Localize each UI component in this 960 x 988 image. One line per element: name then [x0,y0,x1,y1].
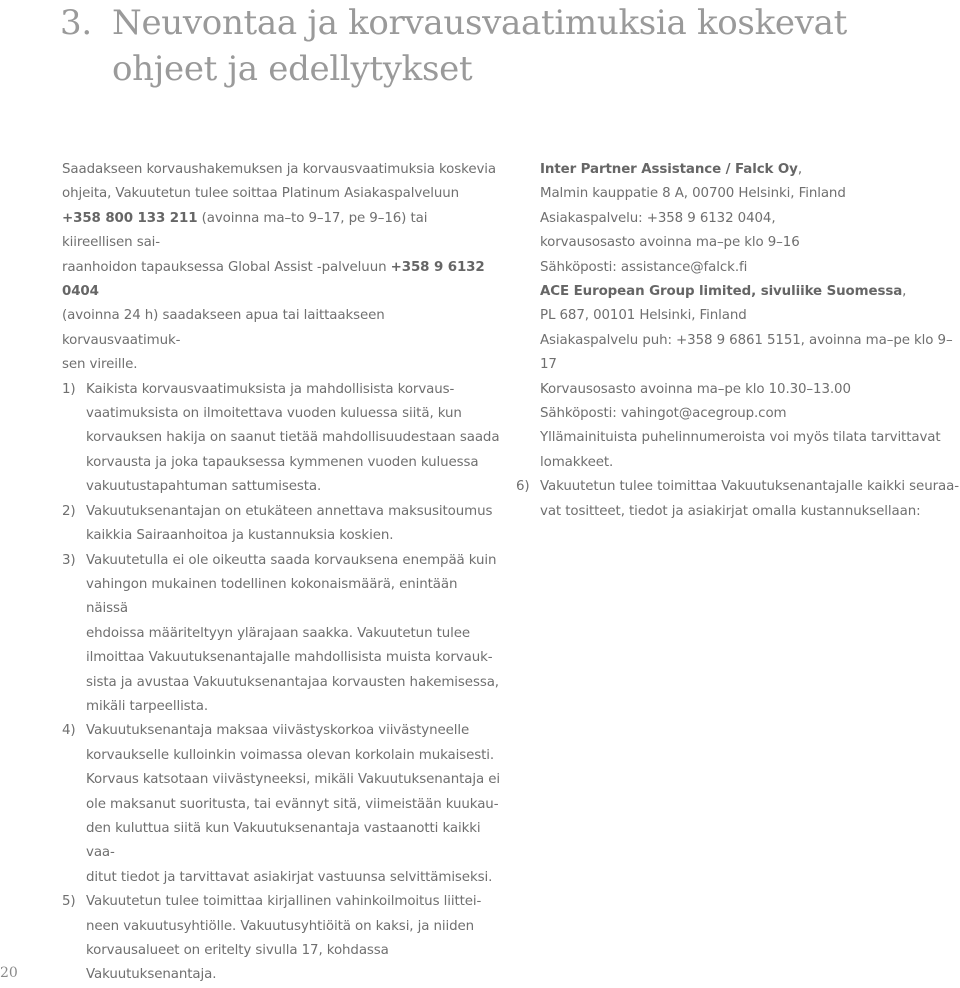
section-heading [60,0,940,92]
contact-line: korvausosasto avoinna ma–pe klo 9–16 [540,235,800,251]
intro-line: (avoinna 24 h) saadakseen apua tai laittaakseen korvausvaatimuk- [62,308,385,348]
phone-number-global-assist: +358 9 6132 0404 [62,259,485,300]
contact-line: Asiakaspalvelu: +358 9 6132 0404, [540,210,776,226]
company-heading: Inter Partner Assistance / Falck Oy, [540,162,802,177]
contact-line: Korvausosasto avoinna ma–pe klo 10.30–13.00 [540,381,851,397]
list-item-number: 5) [62,894,76,910]
list-item-line: vat tositteet, tiedot ja asiakirjat omalla kustannuksellaan: [540,503,921,519]
list-item-line: ole maksanut suoritusta, tai evännyt sitä, viimeistään kuukau- [86,796,499,812]
list-item-line: Vakuutuksenantaja maksaa viivästyskorkoa viivästyneelle [86,723,470,739]
list-item-line: neen vakuutusyhtiölle. Vakuutusyhtiöitä on kaksi, ja niiden [86,918,475,934]
heading-line-2: ohjeet ja edellytykset [112,49,473,89]
list-item-line: korvausta ja joka tapauksessa kymmenen vuoden kuluessa [86,454,479,470]
list-item-line: Kaikista korvausvaatimuksista ja mahdollisista korvaus- [86,381,455,397]
list-item [62,500,502,549]
list-item-line: Vakuutetulla ei ole oikeutta saada korvauksena enempää kuin [86,552,497,568]
list-item-number: 2) [62,503,76,519]
list-item-line: sista ja avustaa Vakuutuksenantajaa korvausten hakemisessa, [86,674,499,690]
list-item-number: 3) [62,552,76,568]
conditions-list-continued [516,475,960,524]
list-item [62,378,502,500]
list-item-line: kaikkia Sairaanhoitoa ja kustannuksia koskien. [86,528,394,544]
list-item-line: ditut tiedot ja tarvittavat asiakirjat vastuunsa selvittämiseksi. [86,869,493,885]
list-item [516,475,960,524]
list-item-line: vakuutustapahtuman sattumisesta. [86,479,322,495]
section-number: 3. [60,3,92,43]
list-item [62,549,502,720]
list-item-line: korvauksen hakija on saanut tietää mahdollisuudestaan saada [86,430,500,446]
contact-line: PL 687, 00101 Helsinki, Finland [540,308,747,324]
list-item-number: 6) [516,479,530,495]
contact-email-falck: Sähköposti: assistance@falck.fi [540,259,748,275]
intro-line: Saadakseen korvaushakemuksen ja korvausvaatimuksia koskevia [62,162,497,177]
conditions-list [62,378,502,988]
contact-line: lomakkeet. [540,454,614,470]
list-item-line: mikäli tarpeellista. [86,698,208,714]
list-item [62,890,502,988]
intro-text: (avoinna ma–to 9–17, pe 9–16) tai kiireellisen sai- [62,210,428,251]
contact-line: Malmin kauppatie 8 A, 00700 Helsinki, Finland [540,186,846,202]
contact-line: Asiakaspalvelu puh: +358 9 6861 5151, avoinna ma–pe klo 9–17 [540,332,953,373]
list-item-line: Vakuutetun tulee toimittaa kirjallinen vahinkoilmoitus liittei- [86,894,482,910]
list-item-line: Vakuutetun tulee toimittaa Vakuutuksenantajalle kaikki seuraa- [540,479,959,495]
list-item-number: 1) [62,381,76,397]
company-name-ace: ACE European Group limited, sivuliike Suomessa [540,284,903,300]
intro-text: raanhoidon tapauksessa Global Assist -palveluun [62,259,391,275]
contact-falck [540,158,960,280]
list-item-line: korvaukselle kulloinkin voimassa olevan korkolain mukaisesti. [86,747,495,763]
contact-line: Yllämainituista puhelinnumeroista voi myös tilata tarvittavat [540,430,941,446]
intro-line: ohjeita, Vakuutetun tulee soittaa Platinum Asiakaspalveluun [62,186,460,202]
list-item [62,719,502,890]
intro-line [62,207,502,256]
list-item-line: ilmoittaa Vakuutuksenantajalle mahdollisista muista korvauk- [86,650,493,666]
phone-number-platinum: +358 800 133 211 [62,210,198,226]
list-item-line: korvausalueet on eritelty sivulla 17, kohdassa Vakuutuksenantaja. [86,943,389,983]
list-item-line: Korvaus katsotaan viivästyneeksi, mikäli Vakuutuksenantaja ei [86,772,500,788]
list-item-line: Vakuutuksenantajan on etukäteen annettava maksusitoumus [86,503,493,519]
list-item-number: 4) [62,723,76,739]
intro-line [62,256,502,305]
left-column [62,158,502,988]
company-heading: ACE European Group limited, sivuliike Suomessa, [540,284,907,300]
list-item-line: vaatimuksista on ilmoitettava vuoden kuluessa siitä, kun [86,406,462,422]
list-item-line: den kuluttua siitä kun Vakuutuksenantaja vastaanotti kaikki vaa- [86,820,481,861]
contact-email-ace: Sähköposti: vahingot@acegroup.com [540,406,787,422]
list-item-line: vahingon mukainen todellinen kokonaismäärä, enintään näissä [86,576,458,617]
contact-ace [540,280,960,475]
intro-paragraph [62,158,502,378]
heading-line-1: Neuvontaa ja korvausvaatimuksia koskevat [112,3,847,43]
company-name-falck: Inter Partner Assistance / Falck Oy [540,162,798,177]
page-number: 20 [0,965,18,981]
intro-line: sen vireille. [62,357,138,373]
list-item-line: ehdoissa määriteltyyn ylärajaan saakka. Vakuutetun tulee [86,625,471,641]
right-column [516,158,960,524]
